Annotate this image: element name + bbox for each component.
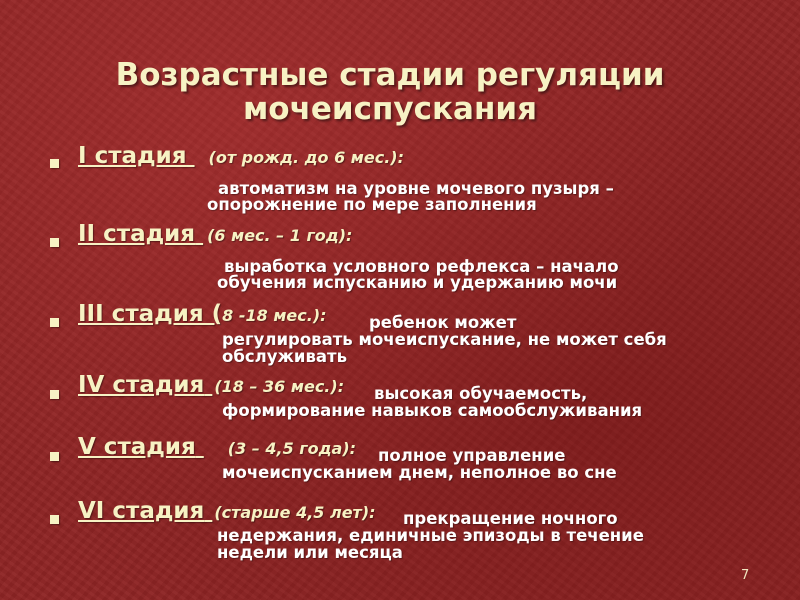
stage-heading-6 — [78, 498, 376, 524]
stage-period: 8 -18 мес.): — [222, 306, 327, 325]
slide-title-line-1: Возрастные стадии регуляции — [115, 57, 665, 93]
stage-label: III стадия ( — [78, 301, 223, 327]
stage-label: V стадия — [78, 434, 196, 460]
square-bullet-icon — [50, 515, 59, 524]
slide-title-line-2: мочеиспускания — [242, 91, 538, 127]
stage-heading-5 — [78, 434, 357, 460]
square-bullet-icon — [50, 318, 59, 327]
stage-period: (от рожд. до 6 мес.): — [208, 148, 405, 167]
stage-description-line: мочеиспусканием днем, неполное во сне — [222, 463, 617, 482]
stage-label: II стадия — [78, 221, 196, 247]
stage-description-line: автоматизм на уровне мочевого пузыря – — [218, 179, 614, 198]
stage-period: (старше 4,5 лет): — [214, 503, 376, 522]
stage-description-inline: высокая обучаемость, — [374, 384, 588, 403]
stage-heading-1 — [78, 143, 405, 169]
stage-label: IV стадия — [78, 372, 205, 398]
stage-period: (6 мес. – 1 год): — [207, 226, 353, 245]
square-bullet-icon — [50, 390, 59, 399]
stage-description-line: опорожнение по мере заполнения — [207, 195, 537, 214]
stage-heading-3 — [78, 301, 327, 327]
stage-heading-4 — [78, 372, 345, 398]
stage-period: (3 – 4,5 года): — [227, 439, 357, 458]
stage-label: VI стадия — [78, 498, 205, 524]
stage-description-line: недели или месяца — [217, 543, 403, 562]
stage-heading-2 — [78, 221, 353, 247]
square-bullet-icon — [50, 159, 59, 168]
stage-description-line: недержания, единичные эпизоды в течение — [217, 526, 644, 545]
stage-description-inline: ребенок может — [369, 313, 517, 332]
stage-description-line: обслуживать — [222, 347, 348, 366]
stage-description-line: формирование навыков самообслуживания — [222, 401, 643, 420]
square-bullet-icon — [50, 452, 59, 461]
stage-description-line: выработка условного рефлекса – начало — [224, 257, 619, 276]
stage-description-line: обучения испусканию и удержанию мочи — [217, 273, 618, 292]
stage-description-inline: полное управление — [378, 446, 566, 465]
stage-period: (18 – 36 мес.): — [214, 377, 345, 396]
stage-description-inline: прекращение ночного — [403, 509, 618, 528]
page-number: 7 — [741, 568, 750, 583]
square-bullet-icon — [50, 238, 59, 247]
stage-label: I стадия — [78, 143, 187, 169]
slide-title — [0, 58, 780, 126]
stage-description-line: регулировать мочеиспускание, не может себя — [222, 330, 667, 349]
